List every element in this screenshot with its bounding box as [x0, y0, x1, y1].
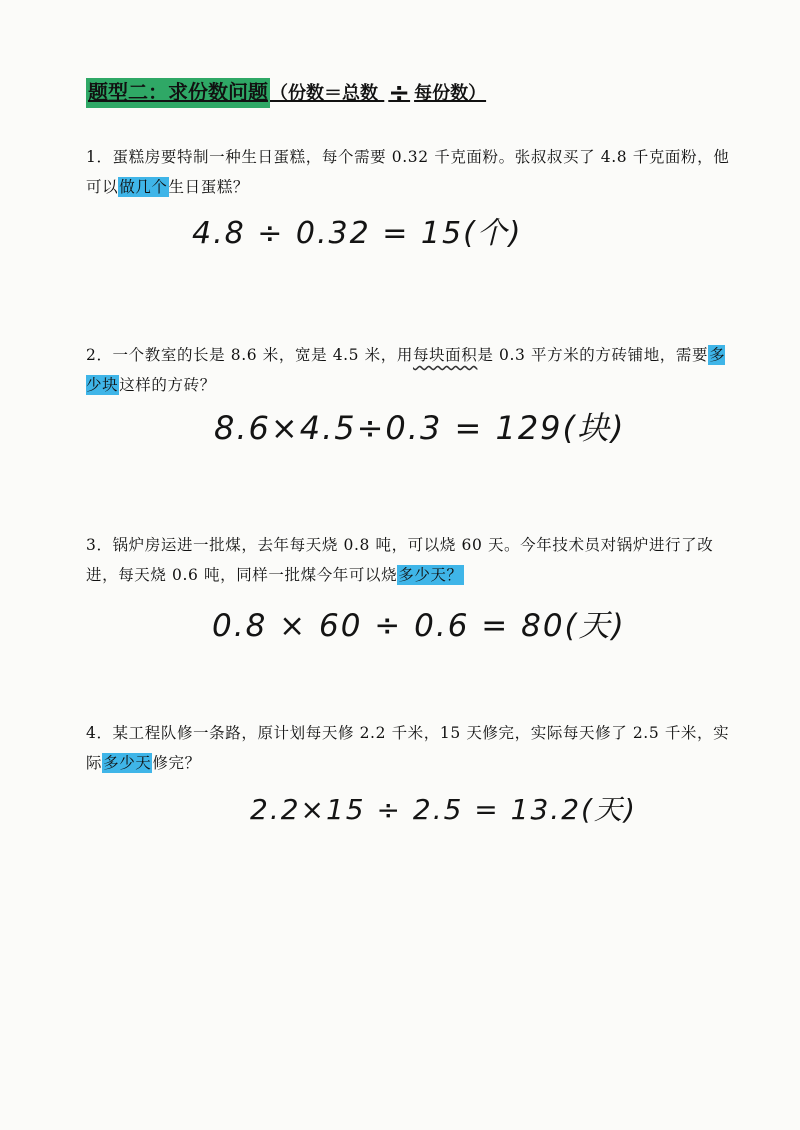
- question-3: [86, 530, 736, 590]
- question-3-text: 3．锅炉房运进一批煤，去年每天烧 0.8 吨，可以烧 60 天。今年技术员对锅炉进行了改进，每天烧 0.6 吨，同样一批煤今年可以烧: [86, 536, 714, 584]
- formula-right: 每份数）: [414, 83, 487, 104]
- question-2-wavy-underline: 每块面积: [412, 346, 478, 364]
- title-highlight: 题型二：求份数问题: [86, 78, 270, 108]
- question-2-tail: 这样的方砖？: [119, 376, 216, 394]
- question-1: [86, 142, 736, 202]
- section-title: [86, 76, 486, 108]
- question-4-tail: 修完？: [152, 754, 201, 772]
- question-1-tail: 生日蛋糕？: [168, 178, 250, 196]
- question-4: [86, 718, 736, 778]
- question-1-highlight: 做几个: [119, 178, 168, 196]
- question-2-text: 2．一个教室的长是 8.6 米，宽是 4.5 米，用: [86, 346, 413, 364]
- question-4-text: 4．某工程队修一条路，原计划每天修 2.2 千米，15 天修完，实际每天修了 2.5 千米，实际: [86, 724, 730, 772]
- question-2: [86, 340, 736, 400]
- question-1-text: 1．蛋糕房要特制一种生日蛋糕，每个需要 0.32 千克面粉。张叔叔买了 4.8 千克面粉，他可以: [86, 148, 730, 196]
- question-3-highlight: 多少天？: [398, 566, 463, 584]
- answer-1-handwritten: 4.8 ÷ 0.32 = 15(个): [192, 216, 523, 251]
- title-formula: [270, 78, 487, 108]
- answer-2-handwritten: 8.6×4.5÷0.3 = 129(块): [214, 409, 626, 447]
- formula-left: （份数＝总数: [270, 83, 385, 104]
- answer-3-handwritten: 0.8 × 60 ÷ 0.6 = 80(天): [212, 608, 626, 644]
- question-2-highlight: 多少块: [86, 346, 726, 394]
- question-4-highlight: 多少天: [103, 754, 152, 772]
- answer-4-handwritten: 2.2×15 ÷ 2.5 = 13.2(天): [250, 793, 637, 826]
- division-sign: ÷: [388, 78, 411, 108]
- question-2-mid: 是 0.3 平方米的方砖铺地，需要: [477, 346, 709, 364]
